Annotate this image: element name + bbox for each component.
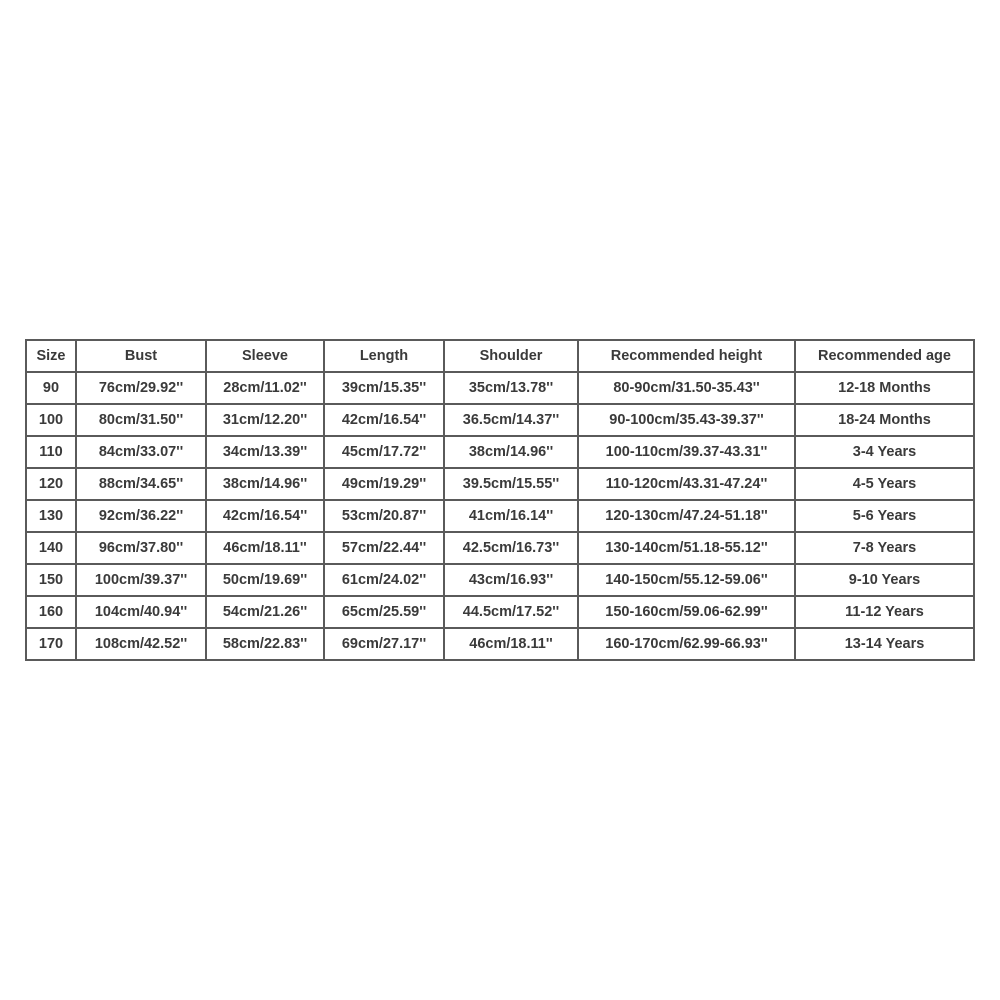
cell-bust: 104cm/40.94'' [77, 597, 207, 629]
cell-recommended-height: 90-100cm/35.43-39.37'' [579, 405, 796, 437]
cell-length: 57cm/22.44'' [325, 533, 445, 565]
cell-length: 42cm/16.54'' [325, 405, 445, 437]
cell-recommended-age: 11-12 Years [796, 597, 973, 629]
header-row [27, 341, 973, 373]
table-row [27, 597, 973, 629]
cell-size: 140 [27, 533, 77, 565]
cell-shoulder: 39.5cm/15.55'' [445, 469, 579, 501]
cell-recommended-age: 4-5 Years [796, 469, 973, 501]
cell-sleeve: 28cm/11.02'' [207, 373, 325, 405]
cell-bust: 84cm/33.07'' [77, 437, 207, 469]
cell-recommended-age: 3-4 Years [796, 437, 973, 469]
cell-size: 130 [27, 501, 77, 533]
cell-sleeve: 58cm/22.83'' [207, 629, 325, 659]
cell-sleeve: 42cm/16.54'' [207, 501, 325, 533]
cell-recommended-age: 18-24 Months [796, 405, 973, 437]
cell-size: 160 [27, 597, 77, 629]
cell-recommended-height: 160-170cm/62.99-66.93'' [579, 629, 796, 659]
cell-recommended-height: 130-140cm/51.18-55.12'' [579, 533, 796, 565]
column-header-length: Length [325, 341, 445, 373]
table-row [27, 565, 973, 597]
cell-recommended-age: 7-8 Years [796, 533, 973, 565]
size-chart-header [27, 341, 973, 373]
cell-length: 65cm/25.59'' [325, 597, 445, 629]
cell-sleeve: 34cm/13.39'' [207, 437, 325, 469]
cell-sleeve: 31cm/12.20'' [207, 405, 325, 437]
cell-bust: 76cm/29.92'' [77, 373, 207, 405]
cell-bust: 80cm/31.50'' [77, 405, 207, 437]
cell-bust: 96cm/37.80'' [77, 533, 207, 565]
cell-shoulder: 46cm/18.11'' [445, 629, 579, 659]
cell-recommended-age: 9-10 Years [796, 565, 973, 597]
cell-size: 120 [27, 469, 77, 501]
cell-shoulder: 41cm/16.14'' [445, 501, 579, 533]
cell-recommended-age: 5-6 Years [796, 501, 973, 533]
cell-bust: 100cm/39.37'' [77, 565, 207, 597]
cell-shoulder: 44.5cm/17.52'' [445, 597, 579, 629]
column-header-size: Size [27, 341, 77, 373]
cell-sleeve: 46cm/18.11'' [207, 533, 325, 565]
cell-length: 61cm/24.02'' [325, 565, 445, 597]
cell-size: 150 [27, 565, 77, 597]
cell-length: 39cm/15.35'' [325, 373, 445, 405]
cell-recommended-height: 110-120cm/43.31-47.24'' [579, 469, 796, 501]
cell-recommended-height: 150-160cm/59.06-62.99'' [579, 597, 796, 629]
table-row [27, 533, 973, 565]
cell-recommended-height: 120-130cm/47.24-51.18'' [579, 501, 796, 533]
cell-bust: 88cm/34.65'' [77, 469, 207, 501]
cell-recommended-age: 13-14 Years [844, 636, 925, 652]
cell-recommended-age: 12-18 Months [796, 373, 973, 405]
column-header-shoulder: Shoulder [445, 341, 579, 373]
cell-length: 49cm/19.29'' [325, 469, 445, 501]
table-row [27, 437, 973, 469]
cell-size: 90 [27, 373, 77, 405]
cell-recommended-height: 140-150cm/55.12-59.06'' [579, 565, 796, 597]
cell-shoulder: 36.5cm/14.37'' [445, 405, 579, 437]
column-header-recommended-age: Recommended age [796, 341, 973, 373]
table-row [27, 373, 973, 405]
cell-size: 110 [27, 437, 77, 469]
table-row [27, 405, 973, 437]
cell-shoulder: 35cm/13.78'' [445, 373, 579, 405]
cell-length: 45cm/17.72'' [325, 437, 445, 469]
cell-sleeve: 50cm/19.69'' [207, 565, 325, 597]
cell-recommended-height: 100-110cm/39.37-43.31'' [579, 437, 796, 469]
cell-bust: 108cm/42.52'' [77, 629, 207, 659]
cell-sleeve: 38cm/14.96'' [207, 469, 325, 501]
cell-shoulder: 38cm/14.96'' [445, 437, 579, 469]
size-chart-body [27, 373, 973, 659]
cell-length: 69cm/27.17'' [325, 629, 445, 659]
cell-sleeve: 54cm/21.26'' [207, 597, 325, 629]
table-row [27, 469, 973, 501]
size-chart-table [25, 339, 975, 661]
column-header-recommended-height: Recommended height [579, 341, 796, 373]
cell-recommended-height: 80-90cm/31.50-35.43'' [579, 373, 796, 405]
cell-bust: 92cm/36.22'' [77, 501, 207, 533]
table-row [27, 629, 973, 659]
cell-shoulder: 43cm/16.93'' [445, 565, 579, 597]
cell-length: 53cm/20.87'' [325, 501, 445, 533]
cell-size: 170 [27, 629, 77, 659]
table-row [27, 501, 973, 533]
cell-size: 100 [27, 405, 77, 437]
column-header-sleeve: Sleeve [207, 341, 325, 373]
cell-shoulder: 42.5cm/16.73'' [445, 533, 579, 565]
column-header-bust: Bust [77, 341, 207, 373]
